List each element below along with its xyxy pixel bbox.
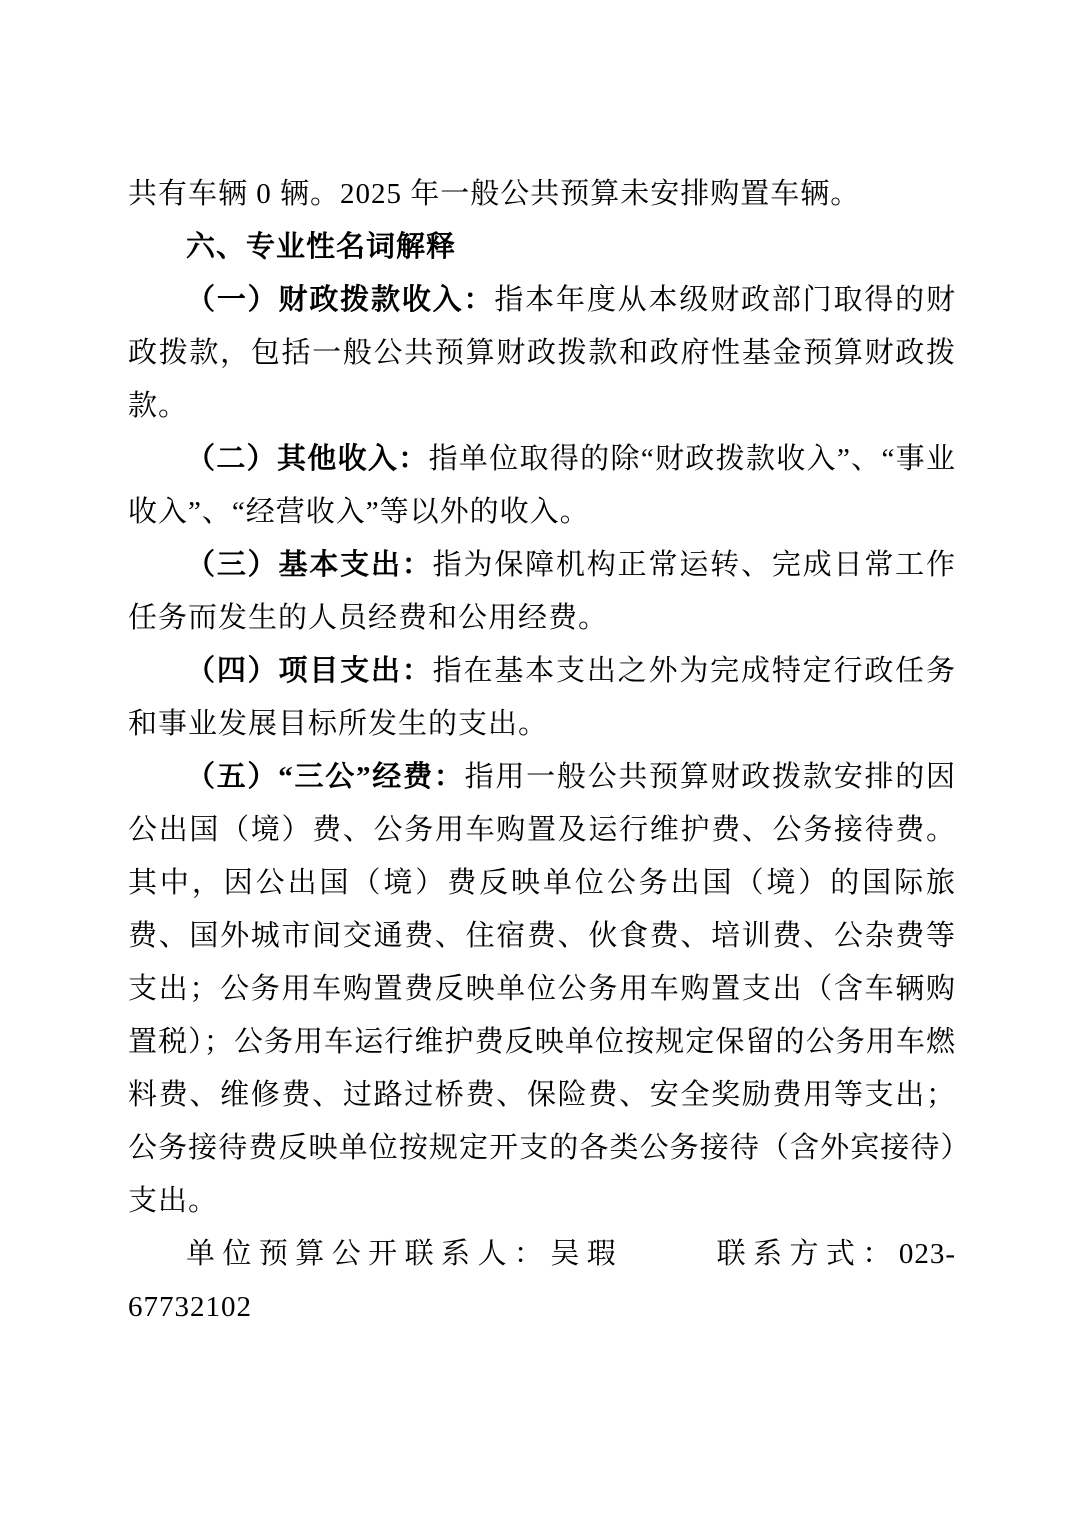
term-body: 指用一般公共预算财政拨款安排的因公出国（境）费、公务用车购置及运行维护费、公务接待费。其中，因公出国（境）费反映单位公务出国（境）的国际旅费、国外城市间交通费、住宿费、伙食费、培训费、公杂费等支出；公务用车购置费反映单位公务用车购置支出（含车辆购置税）；公务用车运行维护费反映单位按规定保留的公务用车燃料费、维修费、过路过桥费、保险费、安全奖励费用等支出；公务接待费反映单位按规定开支的各类公务接待（含外宾接待）支出。 (128, 761, 956, 1217)
paragraph-list (128, 168, 956, 1228)
term-paragraph (128, 274, 956, 433)
term-body: 指在基本支出之外为完成特定行政任务和事业发展目标所发生的支出。 (128, 655, 956, 740)
term-paragraph (128, 645, 956, 751)
term-body: 指单位取得的除“财政拨款收入”、“事业收入”、“经营收入”等以外的收入。 (128, 443, 956, 528)
section-heading: 六、专业性名词解释 (186, 231, 457, 263)
document-content (128, 168, 956, 1334)
term-paragraph (128, 433, 956, 539)
term-lead: （一）财政拨款收入： (186, 284, 495, 316)
contact-person-name: 吴瑕 (550, 1238, 624, 1270)
term-body: 指本年度从本级财政部门取得的财政拨款，包括一般公共预算财政拨款和政府性基金预算财政拨款。 (128, 284, 956, 422)
paragraph-continuation: 共有车辆 0 辆。2025 年一般公共预算未安排购置车辆。 (128, 178, 861, 210)
contact-line (128, 1228, 956, 1334)
contact-method-label: 联系方式： (710, 1238, 899, 1270)
contact-phone-number: 023-67732102 (128, 1238, 956, 1323)
term-lead: （三）基本支出： (186, 549, 433, 581)
term-lead: （五）“三公”经费： (186, 761, 465, 793)
term-body: 指为保障机构正常运转、完成日常工作任务而发生的人员经费和公用经费。 (128, 549, 956, 634)
term-paragraph (128, 539, 956, 645)
term-lead: （四）项目支出： (186, 655, 433, 687)
term-paragraph (128, 751, 956, 1228)
term-lead: （二）其他收入： (186, 443, 429, 475)
contact-person-label: 单位预算公开联系人： (186, 1238, 551, 1270)
